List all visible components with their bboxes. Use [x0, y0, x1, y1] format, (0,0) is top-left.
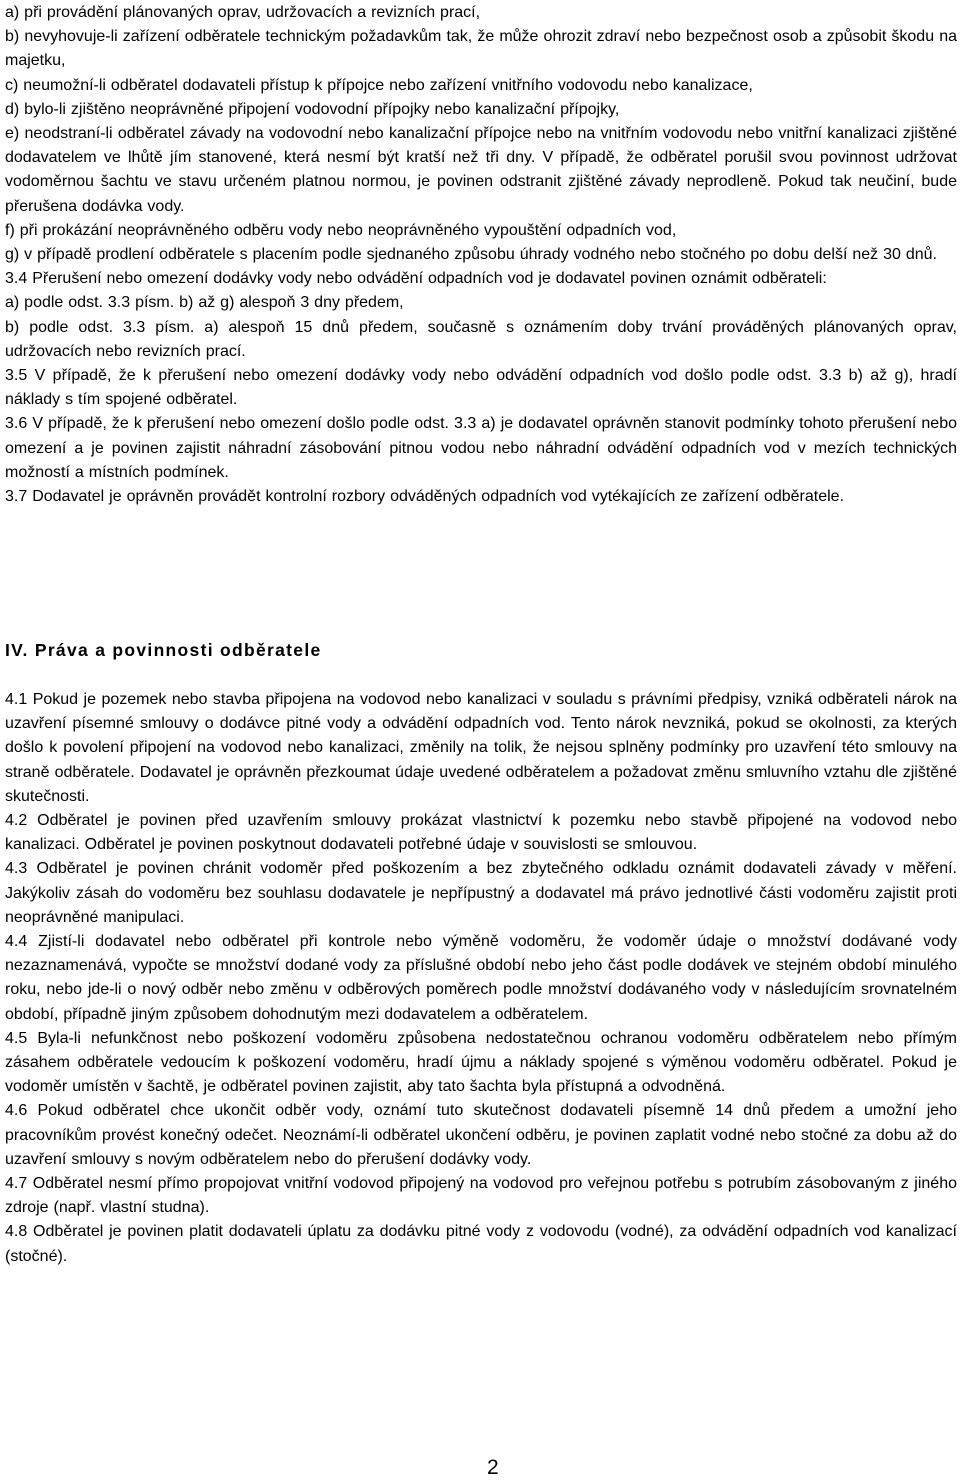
section-heading: IV. Práva a povinnosti odběratele	[5, 640, 322, 660]
clause-3-6: 3.6 V případě, že k přerušení nebo omezení došlo podle odst. 3.3 a) je dodavatel oprávněn stanovit podmínky tohoto přerušení nebo omezení a je povinen zajistit náhradní zásobování pitnou vodou nebo náhradní odvádění odpadních vod v mezích technických možností a místních podmínek.	[5, 415, 957, 481]
clause-4-5: 4.5 Byla-li nefunkčnost nebo poškození vodoměru způsobena nedostatečnou ochranou vodoměru odběratelem nebo přímým zásahem odběratele vedoucím k poškození vodoměru, hradí újmu a náklady spojené s výměnou vodoměru odběratel. Pokud je vodoměr umístěn v šachtě, je odběratel povinen zajistit, aby tato šachta byla přístupná a odvodněná.	[5, 1029, 957, 1096]
clause-4-8: 4.8 Odběratel je povinen platit dodavateli úplatu za dodávku pitné vody z vodovodu (vodné), za odvádění odpadních vod kanalizací (stočné).	[5, 1223, 957, 1265]
clause-4-6: 4.6 Pokud odběratel chce ukončit odběr vody, oznámí tuto skutečnost dodavateli písemně 14 dnů předem a umožní jeho pracovníkům provést konečný odečet. Neoznámí-li odběratel ukončení odběru, je povinen zaplatit vodné nebo stočné za dobu až do uzavření smlouvy s novým odběratelem nebo do přerušení dodávky vody.	[5, 1102, 957, 1168]
paragraph-a-planned-repairs: a) při provádění plánovaných oprav, udržovacích a revizních prací,	[5, 4, 481, 21]
paragraph-block-top	[5, 1, 957, 509]
paragraph-f-unauthorized-usage: f) při prokázání neoprávněného odběru vody nebo neoprávněného vypouštění odpadních vod,	[5, 221, 677, 239]
page-number: 2	[487, 1456, 499, 1479]
paragraph-c-no-access: c) neumožní-li odběratel dodavateli přístup k přípojce nebo zařízení vnitřního vodovodu nebo kanalizace,	[5, 76, 753, 94]
clause-3-4-b: b) podle odst. 3.3 písm. a) alespoň 15 dnů předem, současně s oznámením doby trvání prováděných plánovaných oprav, udržovacích nebo revizních prací.	[5, 318, 957, 360]
clause-3-7: 3.7 Dodavatel je oprávněn provádět kontrolní rozbory odváděných odpadních vod vytékajících ze zařízení odběratele.	[5, 488, 845, 506]
clause-3-4: 3.4 Přerušení nebo omezení dodávky vody nebo odvádění odpadních vod je dodavatel povinen oznámit odběrateli:	[5, 270, 827, 288]
clause-4-4: 4.4 Zjistí-li dodavatel nebo odběratel při kontrole nebo výměně vodoměru, že vodoměr údaje o množství dodávané vody nezaznamenává, vypočte se množství dodané vody za příslušné období nebo jeho část podle dodávek ve stejném období minulého roku, nebo jde-li o nový odběr nebo změnu v odběrových poměrech podle množství dodávaného vody v následujícím srovnatelném období, případně jiným způsobem dohodnutým mezi dodavatelem a odběratelem.	[5, 933, 957, 1023]
clause-3-4-a: a) podle odst. 3.3 písm. b) až g) alespoň 3 dny předem,	[5, 294, 404, 312]
clause-3-5: 3.5 V případě, že k přerušení nebo omezení dodávky vody nebo odvádění odpadních vod došlo podle odst. 3.3 b) až g), hradí náklady s tím spojené odběratel.	[5, 367, 957, 409]
clause-4-3: 4.3 Odběratel je povinen chránit vodoměr před poškozením a bez zbytečného odkladu oznámit dodavateli závady v měření. Jakýkoliv zásah do vodoměru bez souhlasu dodavatele je nepřípustný a dodavatel má právo jednotlivé části vodoměru zajistit proti neoprávněné manipulaci.	[5, 860, 957, 926]
paragraph-e-defects-not-removed: e) neodstraní-li odběratel závady na vodovodní nebo kanalizační přípojce nebo na vnitřním vodovodu nebo vnitřní kanalizaci zjištěné dodavatelem ve lhůtě jím stanovené, která nesmí být kratší než tři dny. V případě, že odběratel porušil svou povinnost udržovat vodoměrnou šachtu ve stavu určeném platnou normou, je povinen odstranit zjištěné závady neprodleně. Pokud tak neučiní, bude přerušena dodávka vody.	[5, 125, 957, 215]
paragraph-g-payment-delay: g) v případě prodlení odběratele s placením podle sjednaného způsobu úhrady vodného nebo stočného po dobu delší než 30 dnů.	[5, 246, 937, 264]
paragraph-block-bottom	[5, 688, 957, 1269]
clause-4-7: 4.7 Odběratel nesmí přímo propojovat vnitřní vodovod připojený na vodovod pro veřejnou potřebu s potrubím zásobovaným z jiného zdroje (např. vlastní studna).	[5, 1175, 957, 1217]
paragraph-d-illegal-connection: d) bylo-li zjištěno neoprávněné připojení vodovodní přípojky nebo kanalizační přípojky,	[5, 100, 620, 118]
clause-4-2: 4.2 Odběratel je povinen před uzavřením smlouvy prokázat vlastnictví k pozemku nebo stavbě připojené na vodovod nebo kanalizaci. Odběratel je povinen poskytnout dodavateli potřebné údaje v souvislosti se smlouvou.	[5, 812, 957, 854]
paragraph-b-noncompliant-equipment: b) nevyhovuje-li zařízení odběratele technickým požadavkům tak, že může ohrozit zdraví nebo bezpečnost osob a způsobit škodu na majetku,	[5, 28, 957, 70]
clause-4-1: 4.1 Pokud je pozemek nebo stavba připojena na vodovod nebo kanalizaci v souladu s právními předpisy, vzniká odběrateli nárok na uzavření písemné smlouvy o dodávce pitné vody a odvádění odpadních vod. Tento nárok nevzniká, pokud se okolnosti, za kterých došlo k povolení připojení na vodovod nebo kanalizaci, změnily na tolik, že nejsou splněny podmínky pro uzavření této smlouvy na straně odběratele. Dodavatel je oprávněn přezkoumat údaje uvedené odběratelem a požadovat změnu smluvního vztahu dle zjištěné skutečnosti.	[5, 691, 957, 805]
